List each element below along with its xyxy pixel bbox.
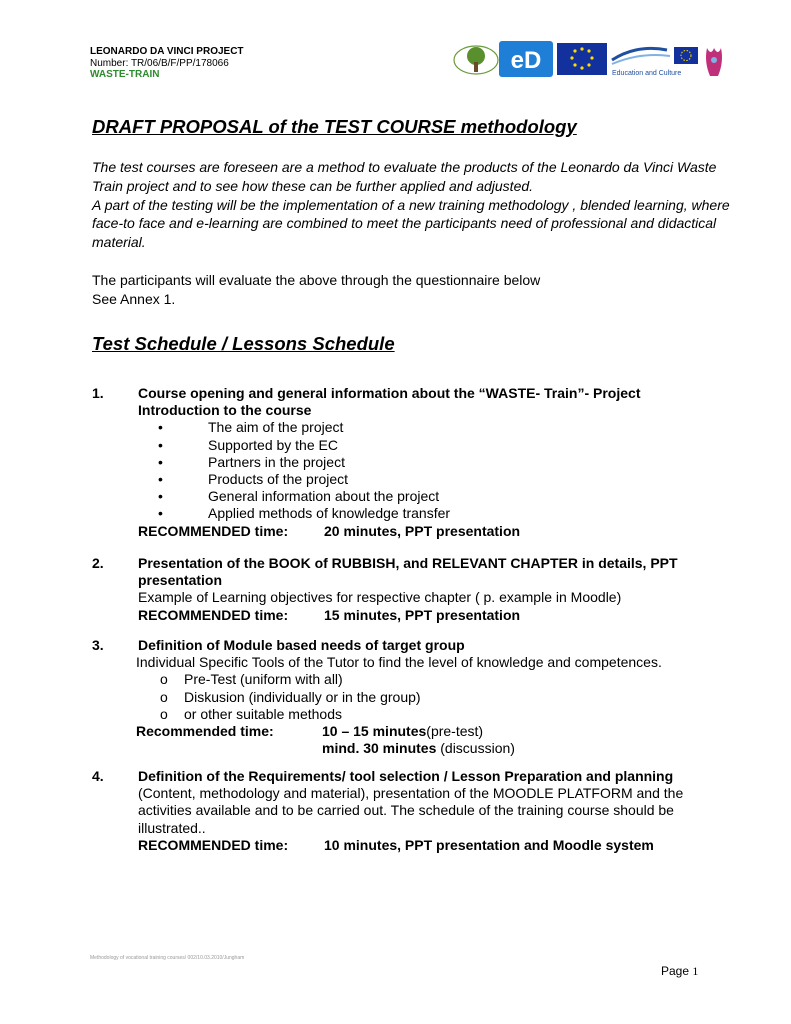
circle-bullet-icon: o: [160, 688, 168, 705]
ed-logo: [499, 41, 553, 77]
education-culture-logo: [612, 48, 681, 77]
recommended-value: 20 minutes, PPT presentation: [324, 522, 521, 539]
header-waste-train: WASTE-TRAIN: [90, 69, 160, 80]
bullet-icon: •: [158, 436, 163, 453]
partner-logos: [452, 38, 724, 80]
section-number: 4.: [92, 768, 104, 784]
recommended-value: 10 minutes, PPT presentation and Moodle system: [324, 836, 654, 853]
circle-bullet-icon: o: [160, 671, 168, 688]
svg-text:eD: eD: [510, 47, 542, 74]
recommended-time: [138, 837, 712, 854]
list-item: o or other suitable methods: [160, 705, 342, 722]
annex-line: See Annex 1.: [92, 290, 176, 307]
intro-text-2: A part of the testing will be the implementation of a new training methodology , blended learning, where face-to face and e-learning are combined to meet the participants need of professional and didactical material.: [92, 196, 730, 251]
section-number: 1.: [92, 385, 104, 401]
recommended-time: Recommended time: 10 – 15 minutes(pre-test): [136, 723, 484, 740]
list-item: • Products of the project: [158, 471, 349, 488]
section-heading: Definition of Module based needs of target group: [138, 637, 465, 653]
recommended-time: [138, 607, 712, 624]
schedule-section-1: [92, 385, 712, 540]
recommended-value: mind. 30 minutes: [322, 740, 437, 757]
section-text: (Content, methodology and material), presentation of the MOODLE PLATFORM and the activities available and to be carried out. The schedule of the training course should be illustrated..: [138, 785, 684, 836]
bullet-icon: •: [158, 471, 163, 488]
bullet-icon: •: [158, 453, 163, 470]
intro-text-1: The test courses are foreseen are a method to evaluate the products of the Leonardo da Vinci Waste Train project and to see how these can be further applied and adjusted.: [92, 159, 717, 194]
list-item: o Pre-Test (uniform with all): [160, 671, 343, 688]
page-label: Page: [661, 964, 690, 978]
participants-note: [92, 271, 540, 309]
list-item: • General information about the project: [158, 488, 440, 505]
recommended-value: 15 minutes, PPT presentation: [324, 606, 521, 623]
section-heading: Definition of the Requirements/ tool selection / Lesson Preparation and planning: [138, 768, 674, 784]
recommended-value: 10 – 15 minutes: [322, 723, 427, 740]
flower-logo: [706, 48, 722, 76]
section-subheading: Introduction to the course: [138, 402, 312, 419]
list-item: • Supported by the EC: [158, 436, 338, 453]
section-text: Example of Learning objectives for respective chapter ( p. example in Moodle): [138, 589, 622, 606]
page-number: [661, 964, 698, 979]
recommended-time-discussion: mind. 30 minutes (discussion): [322, 740, 515, 757]
list-item: • The aim of the project: [158, 419, 344, 436]
recommended-label: RECOMMENDED time:: [138, 522, 289, 539]
schedule-section-2: [92, 555, 712, 624]
bullet-icon: •: [158, 419, 163, 436]
section-heading: Presentation of the BOOK of RUBBISH, and RELEVANT CHAPTER in details, PPT presentation: [138, 555, 678, 589]
eu-flag-small-icon: [674, 47, 698, 64]
footer-note: Methodology of vocational training courses/ 002/10.03.2010/Jungham: [90, 955, 245, 961]
education-culture-text: Education and Culture: [612, 70, 682, 77]
section-number: 3.: [92, 637, 104, 653]
intro-paragraph: [92, 158, 732, 252]
circle-bullet-icon: o: [160, 705, 168, 722]
schedule-section-4: [92, 768, 712, 854]
header-number: Number: TR/06/B/F/PP/178066: [90, 58, 229, 69]
bullet-icon: •: [158, 488, 163, 505]
bullet-list: [138, 419, 712, 522]
schedule-section-3: [92, 637, 712, 757]
recommended-label: RECOMMENDED time:: [138, 836, 289, 853]
section-text: Individual Specific Tools of the Tutor to find the level of knowledge and competences.: [136, 654, 662, 671]
page-num: 1: [692, 964, 699, 978]
tree-logo: [454, 46, 498, 74]
recommended-label: RECOMMENDED time:: [138, 606, 289, 623]
section-heading: Course opening and general information about the “WASTE- Train”- Project: [138, 385, 641, 401]
participants-line: The participants will evaluate the above through the questionnaire below: [92, 272, 541, 288]
list-item: • Applied methods of knowledge transfer: [158, 505, 451, 522]
eu-flag-icon: [557, 43, 607, 75]
circle-list: [138, 671, 712, 723]
recommended-label: Recommended time:: [136, 723, 274, 740]
schedule-title: Test Schedule / Lessons Schedule: [92, 333, 395, 354]
list-item: • Partners in the project: [158, 453, 345, 470]
recommended-time: [138, 523, 712, 540]
header-project: LEONARDO DA VINCI PROJECT: [90, 46, 244, 57]
list-item: o Diskusion (individually or in the group): [160, 688, 421, 705]
section-number: 2.: [92, 555, 104, 571]
bullet-icon: •: [158, 505, 163, 522]
document-title: DRAFT PROPOSAL of the TEST COURSE methodology: [92, 116, 577, 137]
